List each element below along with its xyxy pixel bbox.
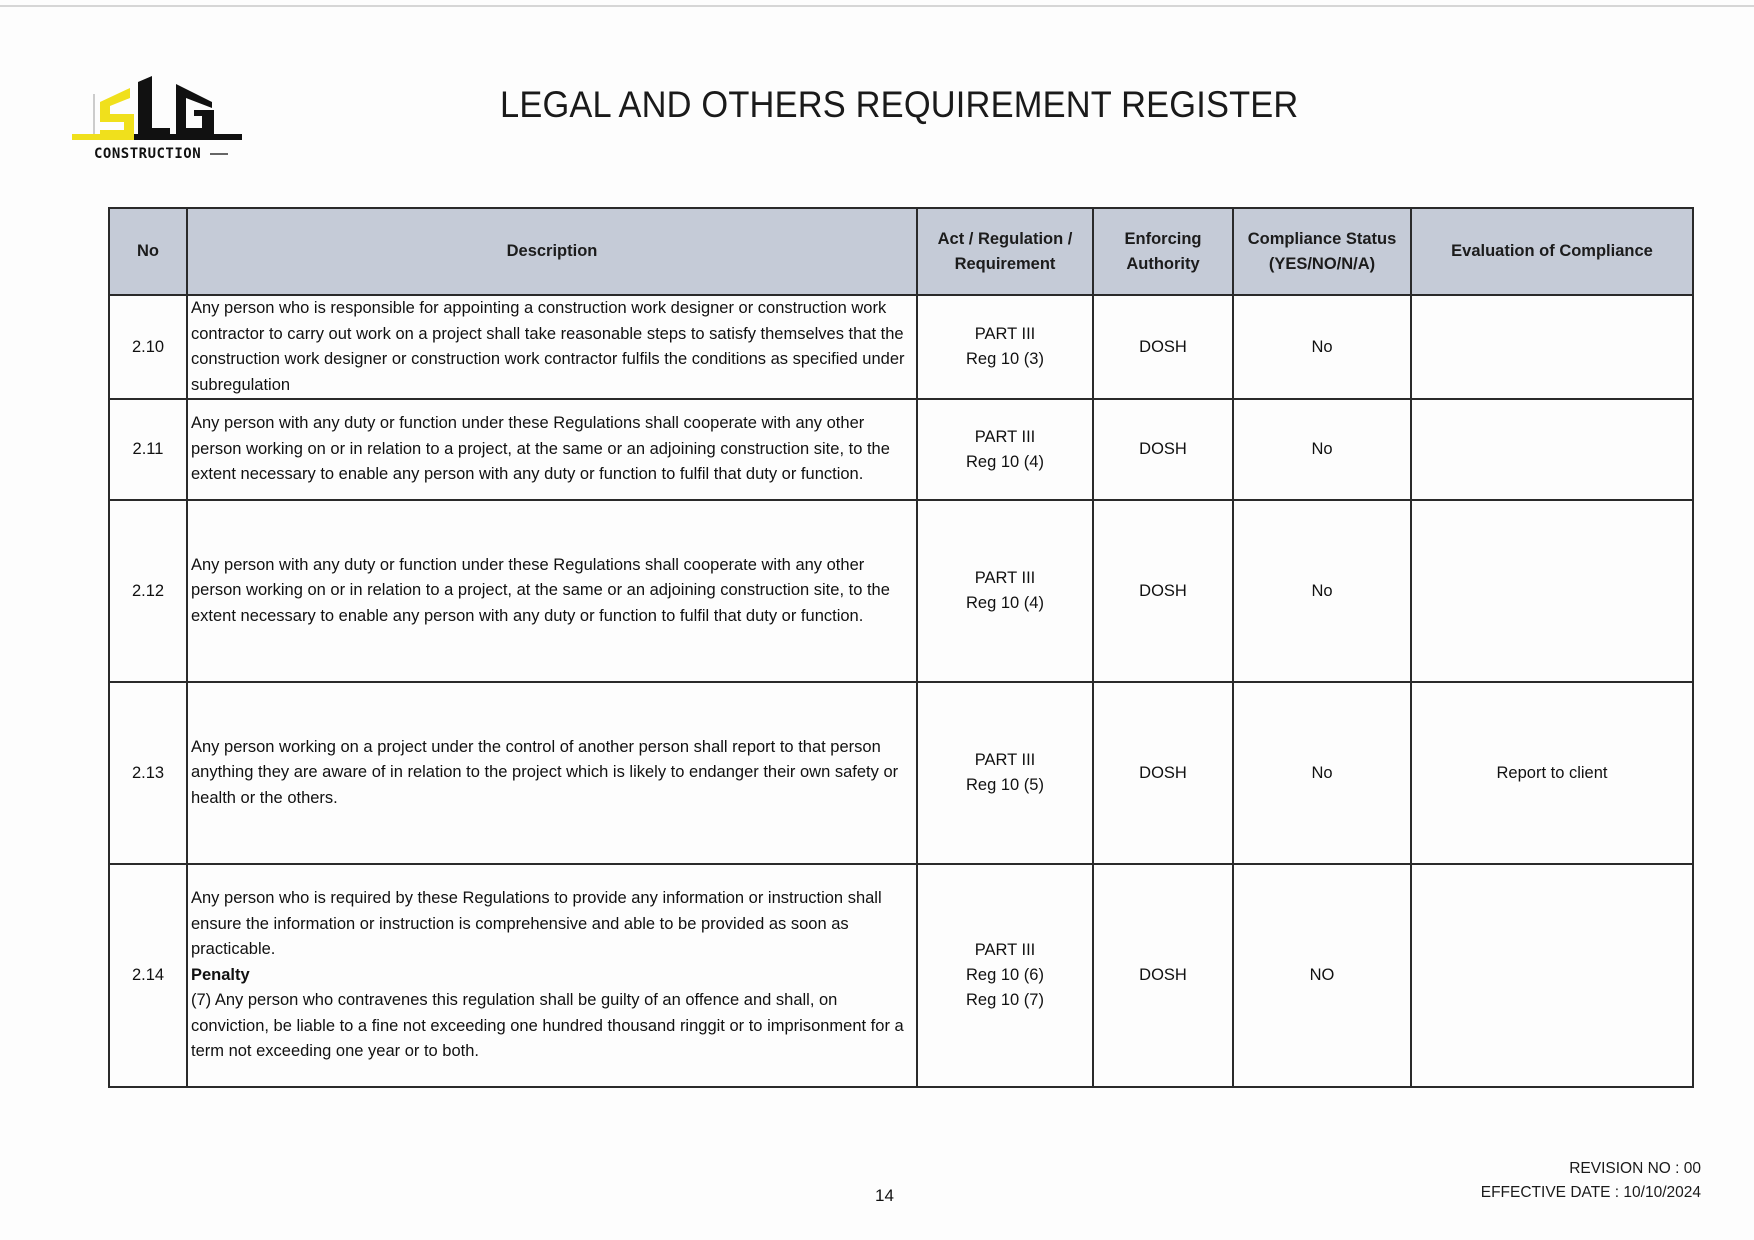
table-row (109, 295, 1693, 399)
description-text: Any person who is required by these Regulations to provide any information or instruction shall ensure the information or instruction is comprehensive and able to be provided as soon as practicable. (191, 889, 882, 959)
penalty-label: Penalty (191, 965, 250, 984)
page-number: 14 (875, 1186, 894, 1205)
legal-requirement-register-table (108, 207, 1694, 1088)
cell-evaluation (1411, 864, 1693, 1087)
cell-act: PART III Reg 10 (4) (917, 399, 1093, 500)
table-row (109, 399, 1693, 500)
cell-no: 2.13 (109, 682, 187, 864)
cell-no: 2.11 (109, 399, 187, 500)
revision-number: REVISION NO : 00 (1569, 1160, 1701, 1177)
cell-no: 2.10 (109, 295, 187, 399)
cell-authority: DOSH (1093, 500, 1233, 682)
cell-authority: DOSH (1093, 399, 1233, 500)
cell-description: Any person working on a project under the control of another person shall report to that person anything they are aware of in relation to the project which is likely to endanger their own safety or health or the others. (187, 682, 917, 864)
column-header-evaluation: Evaluation of Compliance (1411, 208, 1693, 295)
column-header-act: Act / Regulation / Requirement (917, 208, 1093, 295)
page-top-rule (0, 5, 1754, 7)
logo-brand-text: CONSTRUCTION (94, 146, 202, 162)
cell-evaluation (1411, 500, 1693, 682)
cell-status: No (1233, 682, 1411, 864)
cell-authority: DOSH (1093, 682, 1233, 864)
cell-act: PART III Reg 10 (5) (917, 682, 1093, 864)
table-row (109, 864, 1693, 1087)
cell-evaluation (1411, 295, 1693, 399)
page-title: LEGAL AND OTHERS REQUIREMENT REGISTER (500, 84, 1299, 125)
cell-description: Any person with any duty or function under these Regulations shall cooperate with any other person working on or in relation to a project, at the same or an adjoining construction site, to the extent necessary to enable any person with any duty or function to fulfil that duty or function. (187, 500, 917, 682)
table-header-row (109, 208, 1693, 295)
cell-act: PART III Reg 10 (4) (917, 500, 1093, 682)
column-header-description: Description (187, 208, 917, 295)
revision-block (1481, 1157, 1701, 1205)
cell-description: Any person with any duty or function under these Regulations shall cooperate with any other person working on or in relation to a project, at the same or an adjoining construction site, to the extent necessary to enable any person with any duty or function to fulfil that duty or function. (187, 399, 917, 500)
cell-no: 2.12 (109, 500, 187, 682)
table-row (109, 500, 1693, 682)
cell-description (187, 864, 917, 1087)
column-header-no: No (109, 208, 187, 295)
cell-status: No (1233, 295, 1411, 399)
cell-status: No (1233, 399, 1411, 500)
cell-evaluation (1411, 399, 1693, 500)
effective-date: EFFECTIVE DATE : 10/10/2024 (1480, 1184, 1701, 1201)
cell-status: NO (1233, 864, 1411, 1087)
cell-evaluation: Report to client (1411, 682, 1693, 864)
slg-construction-logo-icon (72, 76, 244, 166)
column-header-status: Compliance Status (YES/NO/N/A) (1233, 208, 1411, 295)
table-row (109, 682, 1693, 864)
cell-status: No (1233, 500, 1411, 682)
cell-description: Any person who is responsible for appointing a construction work designer or construction work contractor to carry out work on a project shall take reasonable steps to satisfy themselves that the construction work designer or construction work contractor fulfils the conditions as specified under subregulation (187, 295, 917, 399)
cell-no: 2.14 (109, 864, 187, 1087)
cell-act: PART III Reg 10 (3) (917, 295, 1093, 399)
cell-act: PART III Reg 10 (6) Reg 10 (7) (917, 864, 1093, 1087)
column-header-authority: Enforcing Authority (1093, 208, 1233, 295)
penalty-text: (7) Any person who contravenes this regulation shall be guilty of an offence and shall, on conviction, be liable to a fine not exceeding one hundred thousand ringgit or to imprisonment for a term not exceeding one year or to both. (191, 991, 904, 1061)
cell-authority: DOSH (1093, 295, 1233, 399)
cell-authority: DOSH (1093, 864, 1233, 1087)
